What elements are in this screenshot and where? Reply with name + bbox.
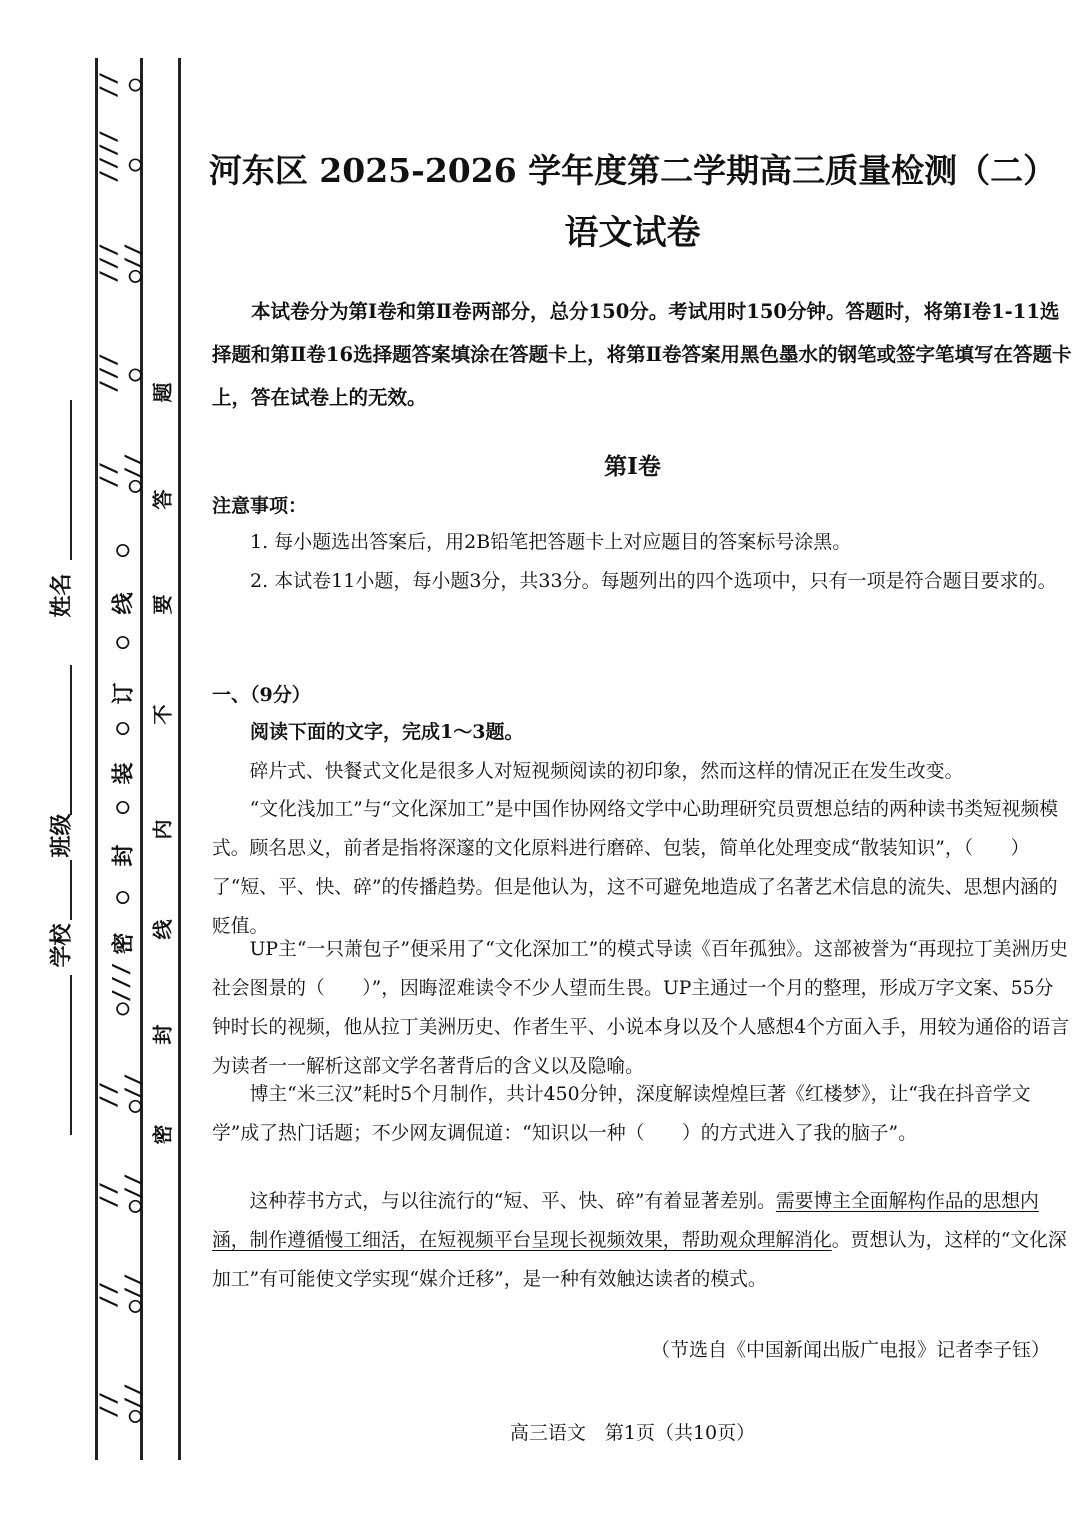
seal-mark: ○	[109, 721, 135, 736]
seal-word-feng: 封	[111, 844, 137, 867]
underlined-sentence: 需要博主全面解构作品的思想内涵，制作遵循慢工细活，在短视频平台呈现长视频效果，帮助观众理解消化	[212, 1191, 1039, 1251]
exam-intro: 本试卷分为第Ⅰ卷和第Ⅱ卷两部分，总分150分。考试用时150分钟。答题时，将第Ⅰ卷1-11选择题和第Ⅱ卷16选择题答案填涂在答题卡上，将第Ⅱ卷答案用黑色墨水的钢笔或签字笔填写在答题卡上，答在试卷上的无效。	[212, 300, 1072, 409]
passage-paragraph: UP主“一只萧包子”便采用了“文化深加工”的模式导读《百年孤独》。这部被誉为“再现拉丁美洲历史社会图景的（ ）”，因晦涩难读令不少人望而生畏。UP主通过一个月的整理，形成万字文案、55分钟时长的视频，他从拉丁美洲历史、作者生平、小说本身以及个人感想4个方面入手，用较为通俗的语言为读者一一解析这部文学名著背后的含义以及隐喻。	[212, 939, 1070, 1077]
binding-margin	[0, 0, 185, 1529]
seal-mark: //○//	[97, 1383, 147, 1423]
passage-text: 。贾想认为，这样的“文化深加工”有可能使文学实现“媒介迁移”，是一种有效触达读者的模式。	[212, 1230, 1067, 1290]
notice-char: 密	[150, 1124, 175, 1145]
seal-line-strip	[97, 60, 147, 1460]
seal-word-zhuang: 装	[111, 762, 137, 785]
notice-char: 不	[150, 704, 175, 725]
passage-paragraph: 碎片式、快餐式文化是很多人对短视频阅读的初印象，然而这样的情况正在发生改变。	[249, 761, 964, 782]
school-label: 学校	[49, 923, 75, 968]
notes-title: 注意事项：	[212, 495, 308, 517]
notice-char: 题	[150, 382, 175, 403]
school-field-line[interactable]	[70, 975, 72, 1135]
seal-mark: //○//	[97, 1073, 147, 1113]
seal-mark: ///○	[97, 353, 147, 393]
part-heading: 一、（9分）	[212, 684, 311, 706]
notice-char: 内	[150, 819, 175, 840]
seal-mark: ○///	[109, 962, 135, 1016]
page-subtitle: 语文试卷	[564, 213, 701, 253]
note-item: 1. 每小题选出答案后，用2B铅笔把答题卡上对应题目的答案标号涂黑。	[250, 531, 852, 553]
seal-word-mi: 密	[111, 932, 137, 955]
seal-mark: ○	[109, 635, 135, 650]
passage-text: 这种荐书方式，与以往流行的“短、平、快、碎”有着显著差别。	[249, 1191, 776, 1212]
seal-mark: //○//	[97, 453, 147, 493]
class-field-line[interactable]	[70, 665, 72, 815]
passage-paragraph-last	[212, 1182, 1072, 1299]
seal-mark: //○//	[97, 1173, 147, 1213]
seal-mark: ////○	[97, 130, 147, 183]
seal-word-xian: 线	[111, 592, 137, 615]
reading-instruction: 阅读下面的文字，完成1～3题。	[250, 721, 524, 743]
name-label: 姓名	[49, 573, 75, 618]
seal-mark: ○	[109, 890, 135, 905]
passage-paragraph: 博主“米三汉”耗时5个月制作，共计450分钟，深度解读煌煌巨著《红楼梦》，让“我在抖音学文学”成了热门话题；不少网友调侃道：“知识以一种（ ）的方式进入了我的脑子”。	[212, 1084, 1031, 1144]
margin-line-inner	[178, 58, 181, 1460]
name-field-line[interactable]	[70, 400, 72, 560]
passage-paragraph: “文化浅加工”与“文化深加工”是中国作协网络文学中心助理研究员贾想总结的两种读书类短视频模式。顾名思义，前者是指将深邃的文化原料进行磨碎、包装，简单化处理变成“散装知识”，（ ）了“短、平、快、碎”的传播趋势。但是他认为，这不可避免地造成了名著艺术信息的流失、思想内涵的贬值。	[212, 799, 1059, 937]
note-item: 2. 本试卷11小题，每小题3分，共33分。每题列出的四个选项中，只有一项是符合题目要求的。	[250, 570, 1057, 592]
school-field-line-top[interactable]	[70, 860, 72, 920]
class-label: 班级	[49, 813, 75, 858]
page-footer: 高三语文 第1页（共10页）	[509, 1422, 756, 1444]
notice-char: 封	[150, 1024, 175, 1045]
notice-char: 答	[150, 489, 175, 510]
notice-char: 线	[150, 919, 175, 940]
seal-word-ding: 订	[111, 682, 137, 705]
section-title: 第Ⅰ卷	[604, 453, 661, 480]
seal-mark: ///○//	[97, 243, 147, 283]
passage-source: （节选自《中国新闻出版广电报》记者李子钰）	[650, 1339, 1050, 1361]
notice-char: 要	[150, 594, 175, 615]
seal-mark: //○	[97, 71, 147, 99]
page-title: 河东区 2025-2026 学年度第二学期高三质量检测（二）	[208, 151, 1057, 190]
seal-mark: ○	[109, 543, 135, 558]
seal-mark: ○	[109, 800, 135, 815]
seal-mark: //○//	[97, 1273, 147, 1313]
